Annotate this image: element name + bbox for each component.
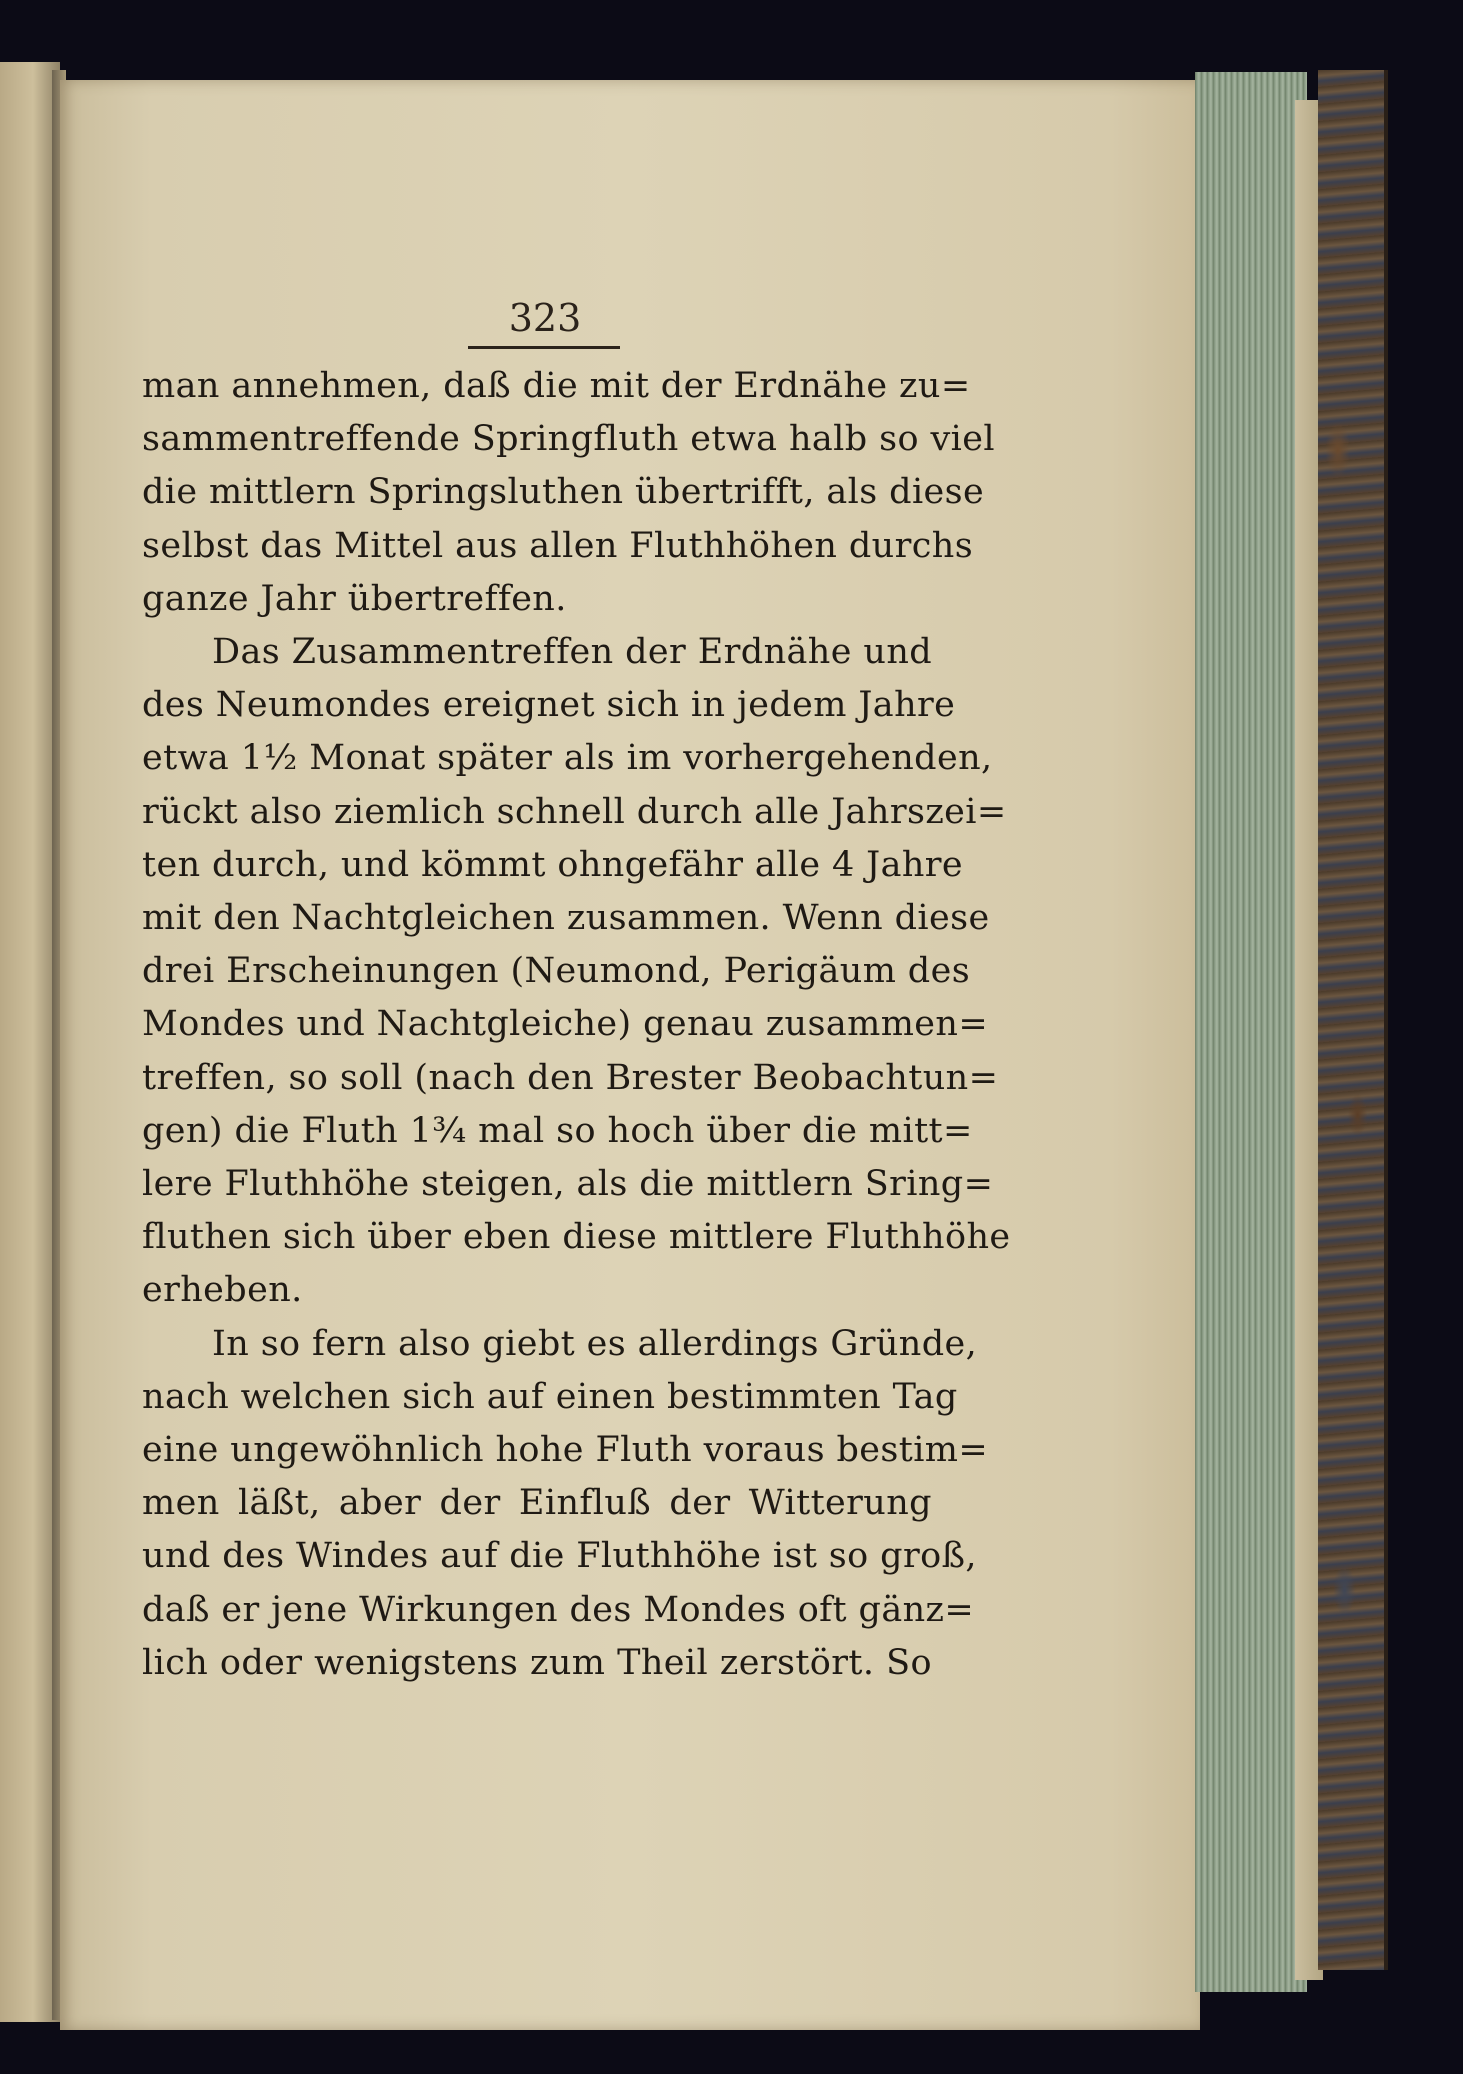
text-line: Das Zusammentreffen der Erdnähe und: [212, 632, 933, 673]
text-line: lich oder wenigstens zum Theil zerstört. So: [142, 1642, 932, 1683]
text-line: des Neumondes ereignet sich in jedem Jahre: [142, 685, 956, 726]
text-line: mit den Nachtgleichen zusammen. Wenn diese: [142, 898, 990, 939]
text-line: Mondes und Nachtgleiche) genau zusammen=: [142, 1004, 989, 1045]
text-line: treffen, so soll (nach den Brester Beobachtun=: [142, 1057, 999, 1098]
page-body: [142, 360, 1011, 1690]
page-block-edges: [1195, 72, 1307, 1992]
text-line: selbst das Mittel aus allen Fluthhöhen durchs: [142, 525, 974, 566]
text-line: etwa 1½ Monat später als im vorhergehenden,: [142, 738, 993, 779]
text-line: eine ungewöhnlich hohe Fluth voraus bestim=: [142, 1430, 989, 1471]
text-line: In so fern also giebt es allerdings Gründe,: [212, 1323, 978, 1364]
text-line: rückt also ziemlich schnell durch alle Jahrszei=: [142, 791, 1007, 832]
text-line: nach welchen sich auf einen bestimmten Tag: [142, 1376, 958, 1417]
page-number-rule: [468, 346, 620, 349]
previous-page-edge: [0, 62, 60, 2022]
text-line: daß er jene Wirkungen des Mondes oft gänz=: [142, 1589, 975, 1630]
text-line: sammentreffende Springfluth etwa halb so viel: [142, 419, 995, 460]
text-line: die mittlern Springsluthen übertrifft, als diese: [142, 472, 985, 513]
text-line: man annehmen, daß die mit der Erdnähe zu=: [142, 366, 971, 406]
text-line: und des Windes auf die Fluthhöhe ist so groß,: [142, 1536, 977, 1577]
text-line: drei Erscheinungen (Neumond, Perigäum des: [142, 951, 971, 992]
text-line: ten durch, und kömmt ohngefähr alle 4 Jahre: [142, 844, 964, 885]
text-line: men läßt, aber der Einfluß der Witterung: [142, 1483, 932, 1524]
page-number: 323: [508, 296, 582, 340]
marbled-cover: [1318, 70, 1388, 1970]
text-line: gen) die Fluth 1¾ mal so hoch über die mitt=: [142, 1110, 973, 1151]
text-line: fluthen sich über eben diese mittlere Fluthhöhe: [142, 1217, 1011, 1258]
text-line: erheben.: [142, 1270, 303, 1311]
text-line: ganze Jahr übertreffen.: [142, 578, 567, 619]
text-line: lere Fluthhöhe steigen, als die mittlern Sring=: [142, 1164, 994, 1205]
